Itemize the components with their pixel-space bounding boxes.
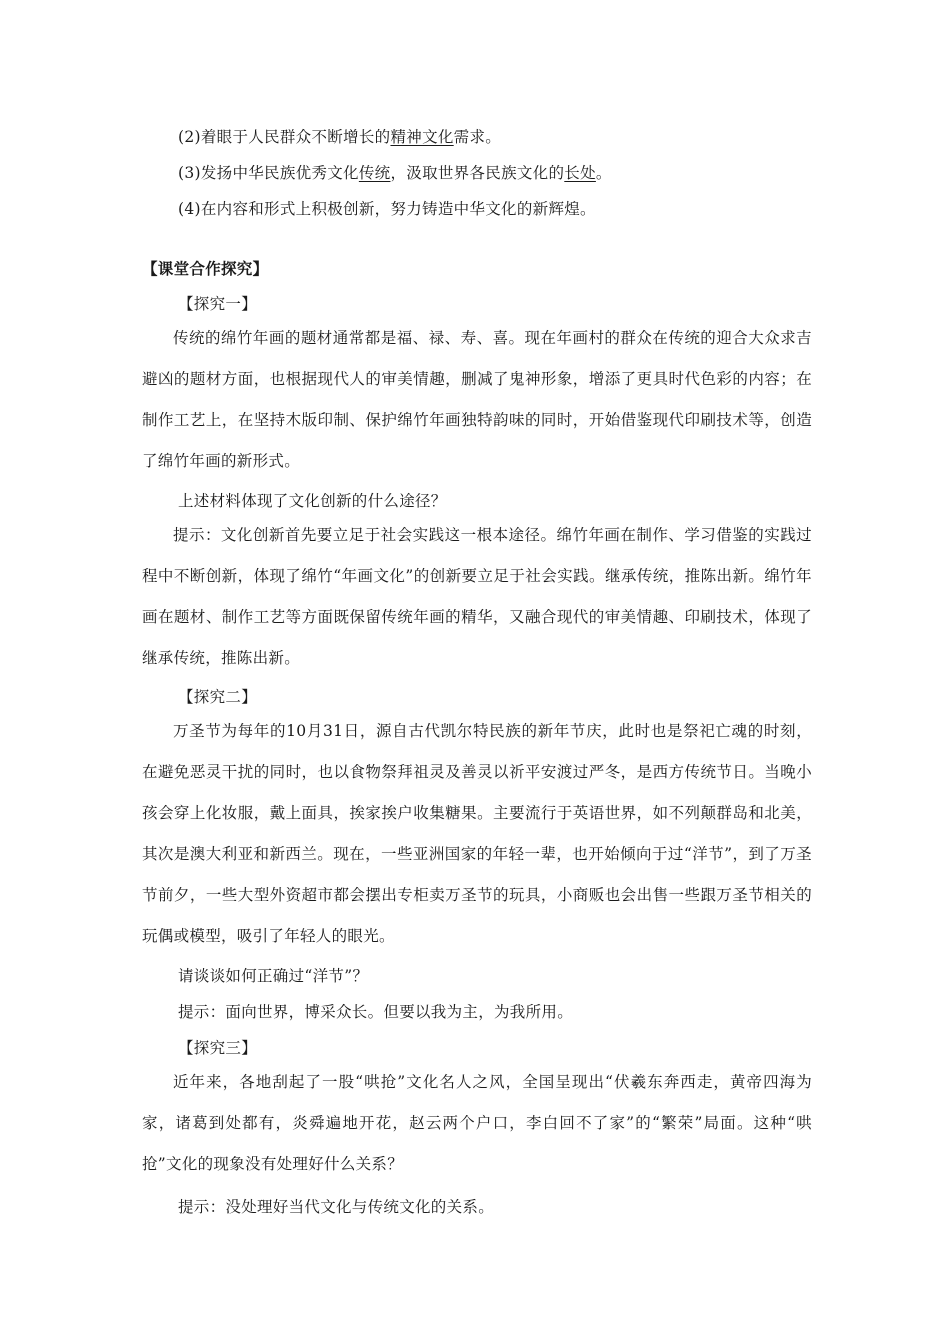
explore2-hint: 提示：面向世界，博采众长。但要以我为主，为我所用。 [178,1003,574,1021]
explore1-hint: 提示：文化创新首先要立足于社会实践这一根本途径。绵竹年画在制作、学习借鉴的实践过程中不断创新，体现了绵竹“年画文化”的创新要立足于社会实践。继承传统，推陈出新。绵竹年画在题材、制作工艺等方面既保留传统年画的精华，又融合现代的审美情趣、印刷技术，体现了继承传统，推陈出新。 [142,526,812,667]
point-4 [178,199,596,219]
point-3-underlined-1: 传统 [358,164,391,182]
point-3-text-end: 。 [595,164,612,182]
point-3-underlined-2: 长处 [564,164,596,182]
point-2-text: (2)着眼于人民群众不断增长的 [178,128,391,146]
explore2-material: 万圣节为每年的10月31日，源自古代凯尔特民族的新年节庆，此时也是祭祀亡魂的时刻，在避免恶灵干扰的同时，也以食物祭拜祖灵及善灵以祈平安渡过严冬，是西方传统节日。当晚小孩会穿上化妆服，戴上面具，挨家挨户收集糖果。主要流行于英语世界，如不列颠群岛和北美，其次是澳大利亚和新西兰。现在，一些亚洲国家的年轻一辈，也开始倾向于过“洋节”，到了万圣节前夕，一些大型外资超市都会摆出专柜卖万圣节的玩具，小商贩也会出售一些跟万圣节相关的玩偶或模型，吸引了年轻人的眼光。 [142,722,812,945]
explore1-label: 【探究一】 [178,295,258,313]
point-3 [178,163,612,183]
point-2 [178,127,501,147]
point-4-text: (4)在内容和形式上积极创新，努力铸造中华文化的新辉煌。 [178,200,596,218]
explore3-hint: 提示：没处理好当代文化与传统文化的关系。 [178,1198,495,1216]
explore3-label: 【探究三】 [178,1039,258,1057]
section-title: 【课堂合作探究】 [142,260,269,278]
explore1-material: 传统的绵竹年画的题材通常都是福、禄、寿、喜。现在年画村的群众在传统的迎合大众求吉避凶的题材方面，也根据现代人的审美情趣，删减了鬼神形象，增添了更具时代色彩的内容；在制作工艺上，在坚持木版印制、保护绵竹年画独特韵味的同时，开始借鉴现代印刷技术等，创造了绵竹年画的新形式。 [142,329,812,470]
point-3-text-mid: ，汲取世界各民族文化的 [390,164,565,182]
explore3-material: 近年来，各地刮起了一股“哄抢”文化名人之风，全国呈现出“伏羲东奔西走，黄帝四海为家，诸葛到处都有，炎舜遍地开花，赵云两个户口，李白回不了家”的“繁荣”局面。这种“哄抢”文化的现象没有处理好什么关系？ [142,1073,812,1173]
point-2-underlined: 精神文化 [390,128,454,146]
explore1-question: 上述材料体现了文化创新的什么途径？ [178,492,447,510]
explore2-label: 【探究二】 [178,688,258,706]
point-3-text: (3)发扬中华民族优秀文化 [178,164,359,182]
explore2-question: 请谈谈如何正确过“洋节”？ [178,967,369,985]
point-2-text-end: 需求。 [453,128,502,146]
